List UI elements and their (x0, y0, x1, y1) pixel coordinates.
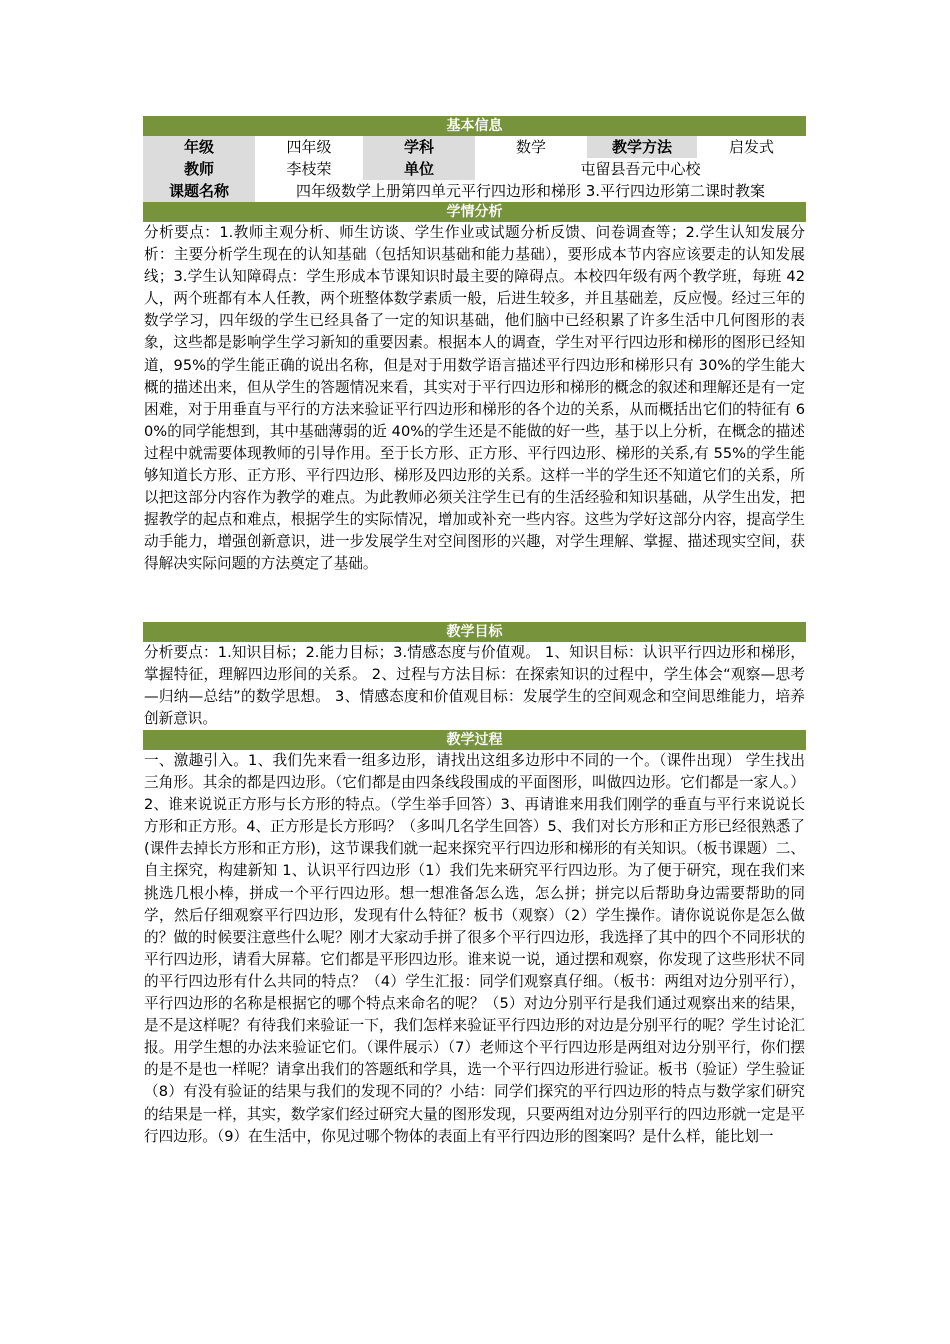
subject-label: 学科 (363, 136, 475, 158)
student-analysis-text: 分析要点：1.教师主观分析、师生访谈、学生作业或试题分析反馈、问卷调查等；2.学生认知发展分析：主要分析学生现在的认知基础（包括知识基础和能力基础），要形成本节内容应该要走的认知发展线；3.学生认知障碍点：学生形成本节课知识时最主要的障碍点。本校四年级有两个教学班，每班 42 人，两个班都有本人任教，两个班整体数学素质一般，后进生较多，并且基础差，反应慢。经过三年的数学学习，四年级的学生已经具备了一定的知识基础，他们脑中已经积累了许多生活中几何图形的表象，这些都是影响学生学习新知的重要因素。根据本人的调查，学生对平行四边形和梯形的图形已经知道，95%的学生能正确的说出名称，但是对于用数学语言描述平行四边形和梯形只有 30%的学生能大概的描述出来，但从学生的答题情况来看，其实对于平行四边形和梯形的概念的叙述和理解还是有一定困难，对于用垂直与平行的方法来验证平行四边形和梯形的各个边的关系，从而概括出它们的特征有 60%的同学能想到，其中基础薄弱的近 40%的学生还是不能做的好一些，基于以上分析，在概念的描述过程中就需要体现教师的引导作用。至于长方形、正方形、平行四边形、梯形的关系,有 55%的学生能够知道长方形、正方形、平行四边形、梯形及四边形的关系。这样一半的学生还不知道它们的关系，所以把这部分内容作为教学的难点。为此教师必须关注学生已有的生活经验和知识基础，从学生出发，把握教学的起点和难点，根据学生的实际情况，增加或补充一些内容。这些为学好这部分内容，提高学生动手能力，增强创新意识，进一步发展学生对空间图形的兴趣，对学生理解、掌握、描述现实空间，获得解决实际问题的方法奠定了基础。 (143, 222, 806, 622)
unit-label: 单位 (363, 158, 475, 180)
grade-label: 年级 (143, 136, 255, 158)
teaching-goals-text: 分析要点：1.知识目标；2.能力目标；3.情感态度与价值观。 1、知识目标：认识平行四边形和梯形，掌握特征，理解四边形间的关系。 2、过程与方法目标：在探索知识的过程中，学生体会“观察—思考—归纳—总结”的数学思想。 3、情感态度和价值观目标：发展学生的空间观念和空间思维能力，培养创新意识。 (143, 642, 806, 730)
unit-value: 屯留县吾元中心校 (475, 158, 806, 180)
info-row-2 (143, 158, 806, 180)
method-value: 启发式 (697, 136, 806, 158)
teaching-process-header: 教学过程 (143, 730, 806, 750)
info-row-3 (143, 180, 806, 202)
basic-info-header: 基本信息 (143, 116, 806, 136)
method-label: 教学方法 (587, 136, 697, 158)
lesson-plan-table (143, 116, 806, 1214)
teacher-label: 教师 (143, 158, 255, 180)
course-value: 四年级数学上册第四单元平行四边形和梯形 3.平行四边形第二课时教案 (255, 180, 806, 202)
grade-value: 四年级 (255, 136, 363, 158)
info-row-1 (143, 136, 806, 158)
teacher-value: 李枝荣 (255, 158, 363, 180)
teaching-goals-header: 教学目标 (143, 622, 806, 642)
subject-value: 数学 (475, 136, 587, 158)
teaching-process-text: 一、激趣引入。1、我们先来看一组多边形，请找出这组多边形中不同的一个。（课件出现） 学生找出三角形。其余的都是四边形。（它们都是由四条线段围成的平面图形，叫做四边形。它们都是一家人。）2、谁来说说正方形与长方形的特点。（学生举手回答）3、再请谁来用我们刚学的垂直与平行来说说长方形和正方形。4、正方形是长方形吗？（多叫几名学生回答）5、我们对长方形和正方形已经很熟悉了(课件去掉长方形和正方形)，这节课我们就一起来探究平行四边形和梯形的有关知识。（板书课题）二、自主探究，构建新知 1、认识平行四边形（1）我们先来研究平行四边形。为了便于研究，现在我们来挑选几根小棒，拼成一个平行四边形。想一想准备怎么选，怎么拼；拼完以后帮助身边需要帮助的同学，然后仔细观察平行四边形，发现有什么特征？板书（观察）（2）学生操作。请你说说你是怎么做的？做的时候要注意些什么呢？刚才大家动手拼了很多个平行四边形，我选择了其中的四个不同形状的平行四边形，请看大屏幕。它们都是平形四边形。谁来说一说，通过摆和观察，你发现了这些形状不同的平行四边形有什么共同的特点？（4）学生汇报：同学们观察真仔细。（板书：两组对边分别平行），平行四边形的名称是根据它的哪个特点来命名的呢？（5）对边分别平行是我们通过观察出来的结果，是不是这样呢？有待我们来验证一下，我们怎样来验证平行四边形的对边是分别平行的呢？学生讨论汇报。用学生想的办法来验证它们。（课件展示）（7）老师这个平行四边形是两组对边分别平行，你们摆的是不是也一样呢？请拿出我们的答题纸和学具，选一个平行四边形进行验证。板书（验证）学生验证（8）有没有验证的结果与我们的发现不同的？小结：同学们探究的平行四边形的特点与数学家们研究的结果是一样，其实，数学家们经过研究大量的图形发现，只要两组对边分别平行的四边形就一定是平行四边形。（9）在生活中，你见过哪个物体的表面上有平行四边形的图案吗？是什么样，能比划一 (143, 750, 806, 1214)
course-label: 课题名称 (143, 180, 255, 202)
student-analysis-header: 学情分析 (143, 202, 806, 222)
